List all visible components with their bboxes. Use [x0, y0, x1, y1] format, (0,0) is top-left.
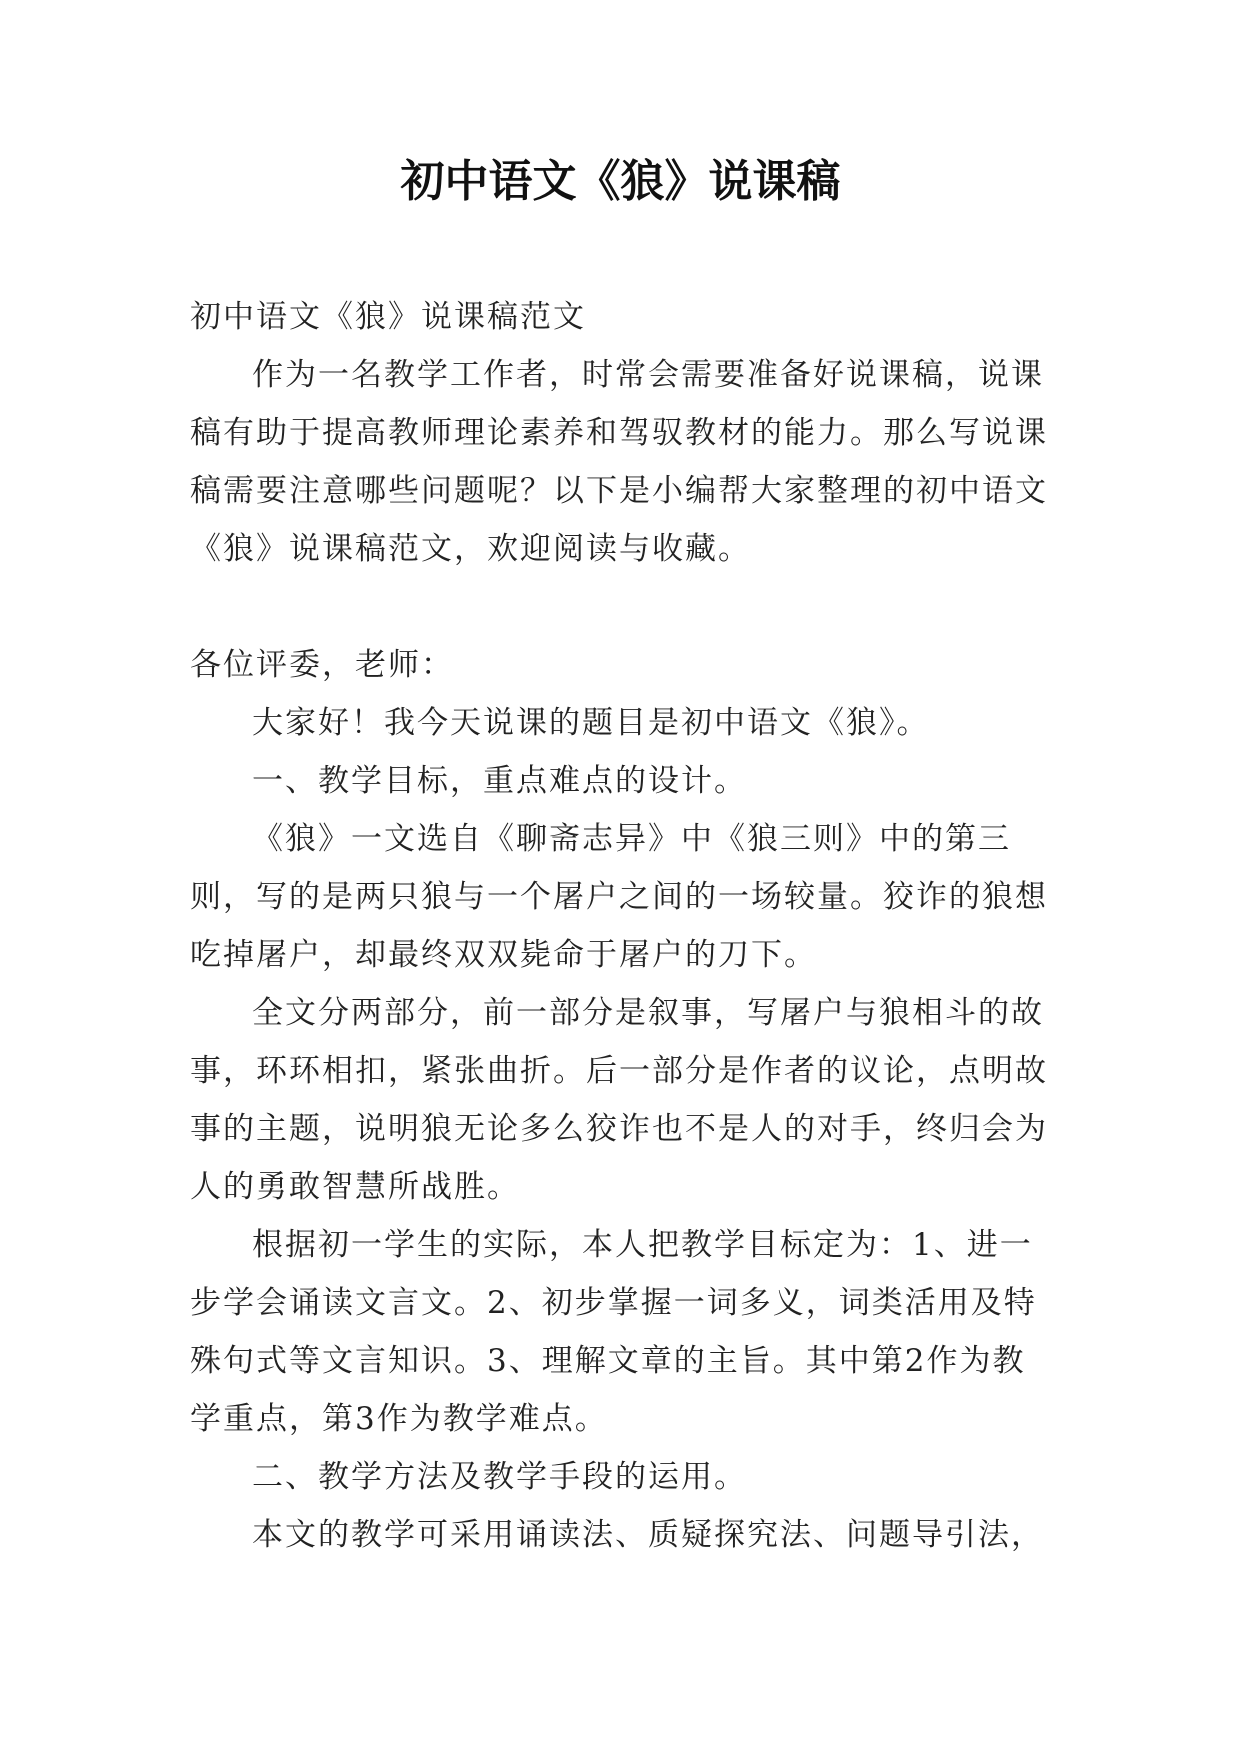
body-paragraph: 全文分两部分，前一部分是叙事，写屠户与狼相斗的故事，环环相扣，紧张曲折。后一部分是作者的议论，点明故事的主题，说明狼无论多么狡诈也不是人的对手，终归会为人的勇敢智慧所战胜。 [190, 995, 1048, 1205]
body-paragraph: 《狼》一文选自《聊斋志异》中《狼三则》中的第三则，写的是两只狼与一个屠户之间的一场较量。狡诈的狼想吃掉屠户，却最终双双毙命于屠户的刀下。 [190, 821, 1048, 973]
salutation: 各位评委，老师： [190, 647, 454, 683]
document-subtitle: 初中语文《狼》说课稿范文 [190, 299, 586, 335]
document-title: 初中语文《狼》说课稿 [400, 156, 841, 207]
body-paragraph: 根据初一学生的实际，本人把教学目标定为：1、进一步学会诵读文言文。2、初步掌握一词多义，词类活用及特殊句式等文言知识。3、理解文章的主旨。其中第2作为教学重点，第3作为教学难点。 [190, 1227, 1037, 1437]
body-paragraph: 大家好！我今天说课的题目是初中语文《狼》。 [252, 705, 930, 741]
section-heading-teaching-methods: 二、教学方法及教学手段的运用。 [252, 1459, 747, 1495]
intro-paragraph: 作为一名教学工作者，时常会需要准备好说课稿，说课稿有助于提高教师理论素养和驾驭教材的能力。那么写说课稿需要注意哪些问题呢？以下是小编帮大家整理的初中语文《狼》说课稿范文，欢迎阅读与收藏。 [190, 357, 1048, 567]
document-body [190, 288, 1052, 1564]
section-heading-teaching-goals: 一、教学目标，重点难点的设计。 [252, 763, 747, 799]
paragraph-spacer [190, 578, 1052, 636]
body-paragraph: 本文的教学可采用诵读法、质疑探究法、问题导引法， [252, 1517, 1044, 1553]
